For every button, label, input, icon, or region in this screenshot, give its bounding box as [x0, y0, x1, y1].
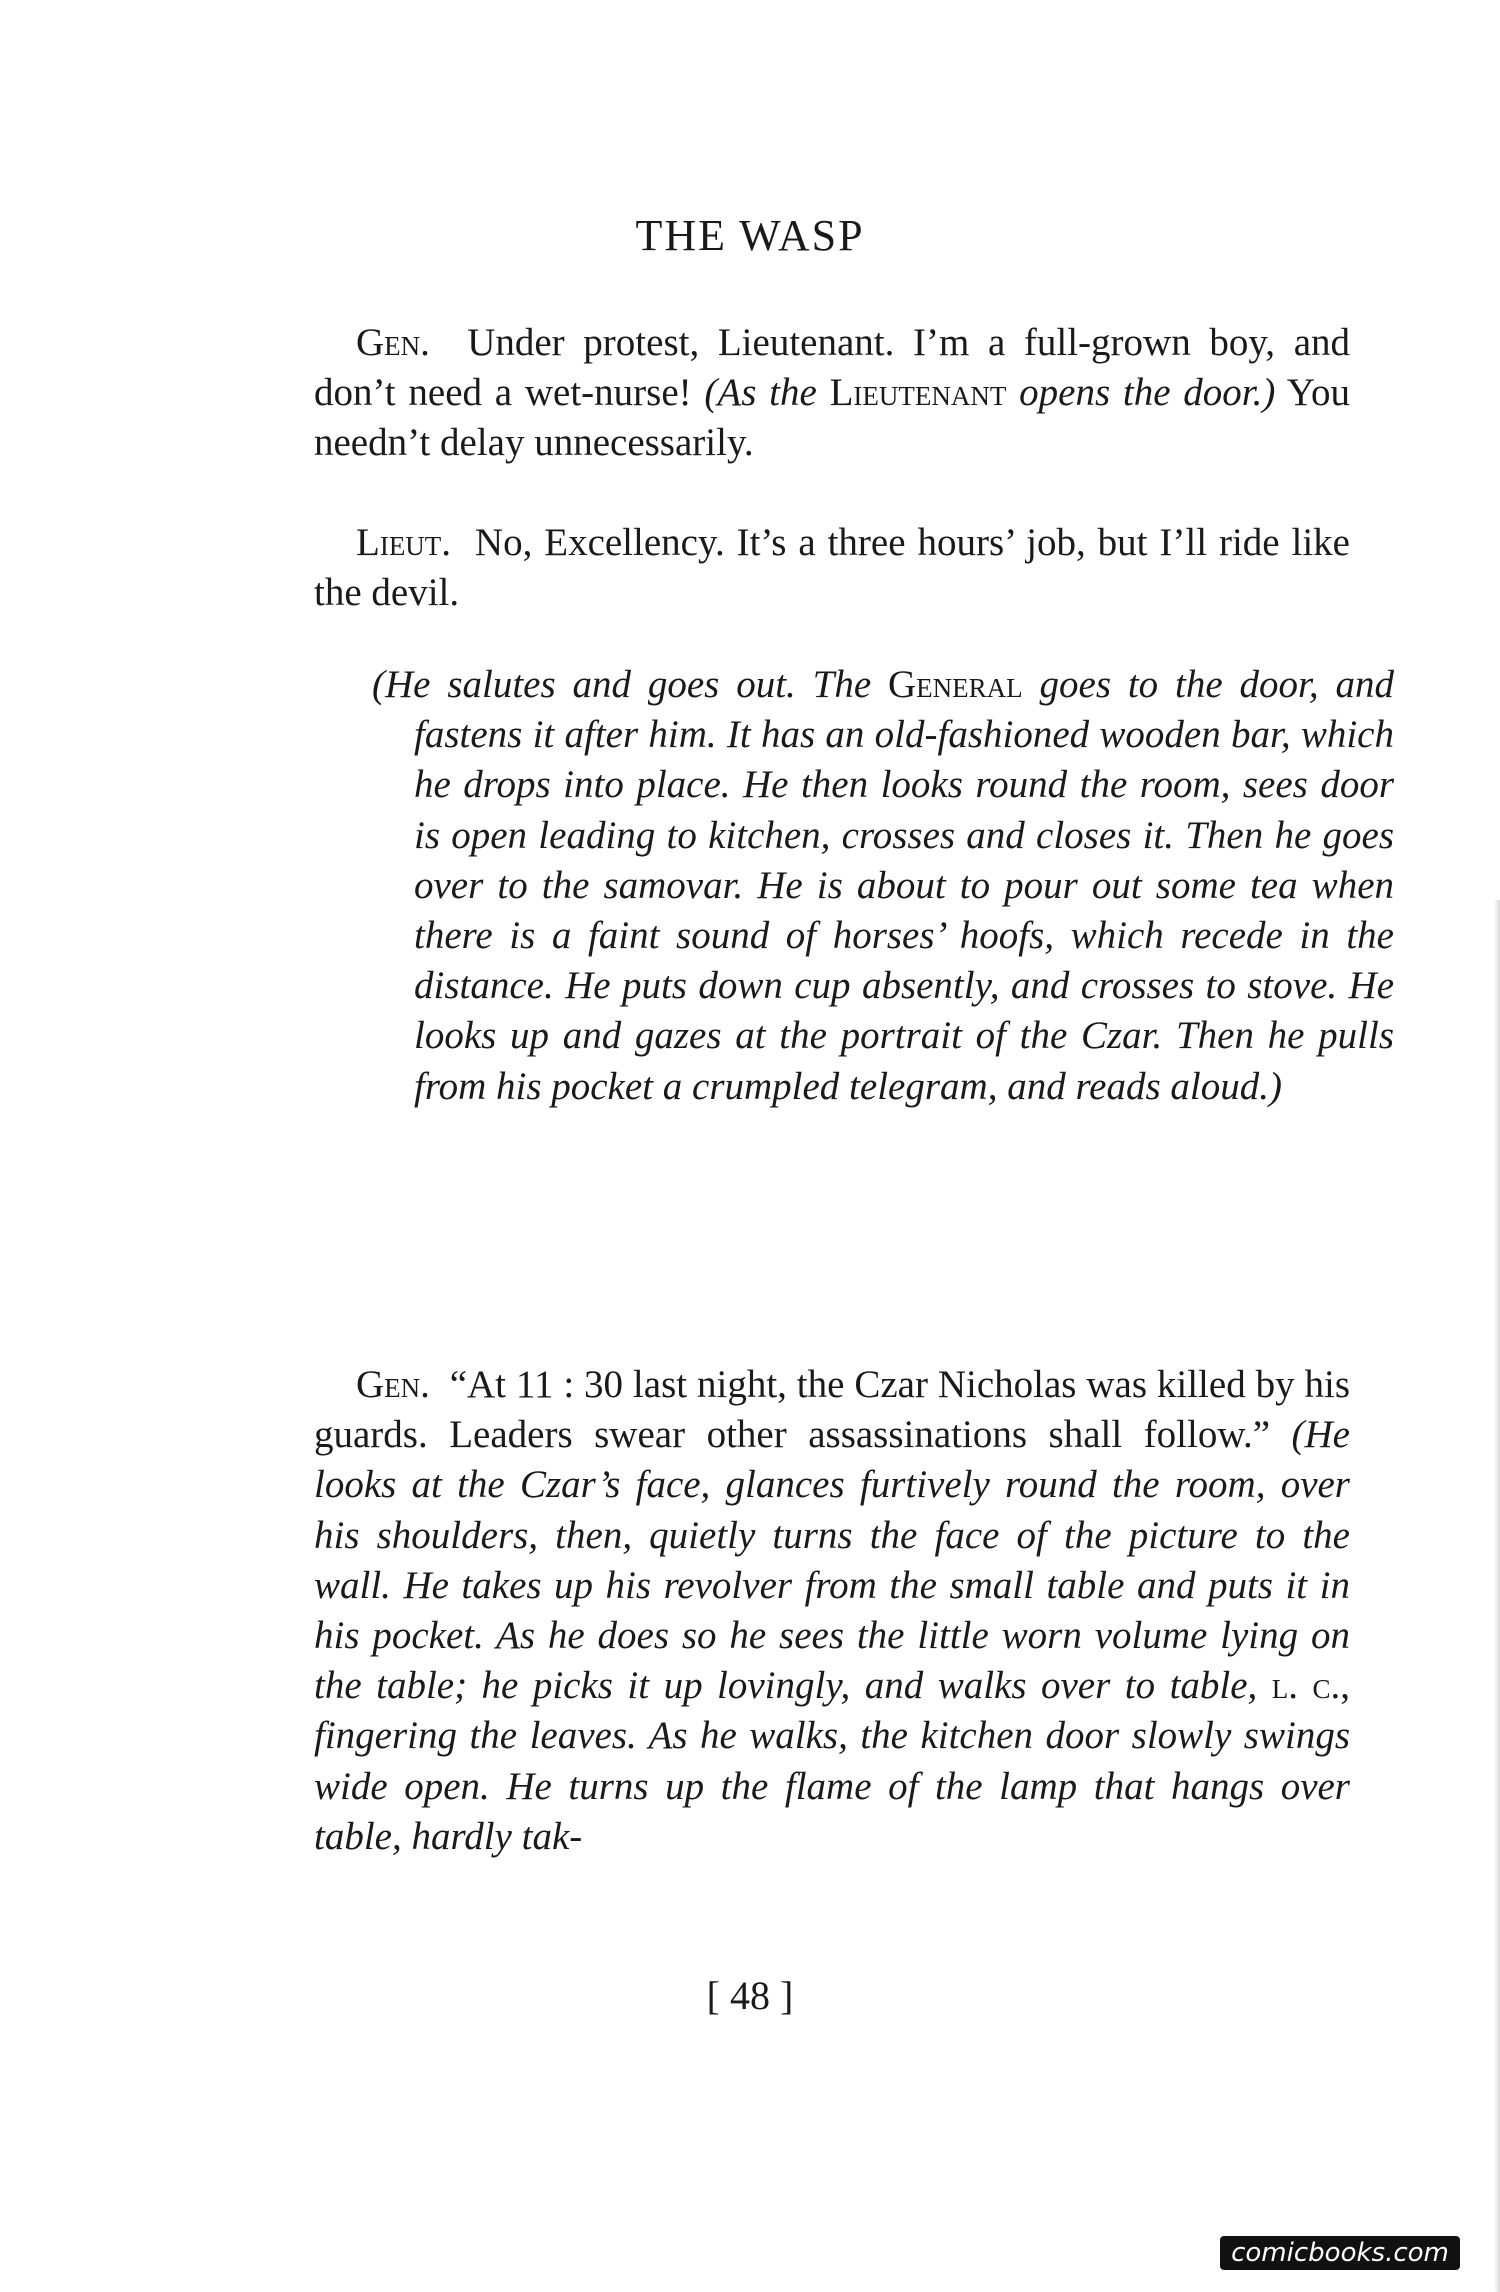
edge-shadow: [1494, 900, 1500, 2292]
speech-lieutenant: [314, 518, 1350, 618]
telegram-text: “At 11 : 30 last night, the Czar Nicholas was killed by his guards. Leaders swear other assassinations shall follow.”: [314, 1363, 1350, 1457]
speaker-label: Lieut.: [356, 521, 452, 564]
stage-direction: (As the: [704, 371, 830, 415]
dialogue-text: Under protest, Lieutenant. I’m a full-grown boy, and don’t need a wet-nurse!: [314, 321, 1351, 415]
page-title: THE WASP: [635, 211, 865, 260]
dialogue-text: No, Excellency. It’s a three hours’ job, but I’ll ride like the devil.: [314, 521, 1350, 615]
stage-direction: fingering the leaves. As he walks, the kitchen door slowly swings wide open. He turns up the flame of the lamp that hangs over table, hardly tak-: [314, 1714, 1350, 1858]
stage-direction-text: (He salutes and goes out. The: [372, 663, 888, 706]
speaker-label: Gen.: [356, 1363, 430, 1406]
stage-direction: (He looks at the Czar’s face, glances furtively round the room, over his shoulders, then, quietly turns the face of the picture to the wall. He takes up his revolver from the small table and puts it in his pocket. As he does so he sees the little worn volume lying on the table; he picks it up lovingly, and walks over to table,: [314, 1413, 1350, 1708]
page-number: [ 48 ]: [706, 1973, 794, 2018]
dialogue-text: You needn’t delay unnecessarily.: [314, 371, 1350, 465]
character-name: Lieutenant: [829, 371, 1007, 415]
stage-direction: opens the door.): [1006, 371, 1276, 415]
abbreviation: l. c.,: [1271, 1664, 1350, 1708]
speech-general-2: [314, 1360, 1350, 1862]
speaker-label: Gen.: [356, 321, 430, 364]
speech-general-1: [314, 318, 1350, 469]
character-name: General: [888, 663, 1023, 706]
stage-direction-block: [372, 660, 1394, 1112]
watermark: comicbooks.com: [1220, 2236, 1460, 2270]
stage-direction-text: goes to the door, and fastens it after him. It has an old-fashioned wooden bar, which he drops into place. He then looks round the room, sees door is open leading to kitchen, crosses and closes it. Then he goes over to the samovar. He is about to pour out some tea when there is a faint sound of horses’ hoofs, which recede in the distance. He puts down cup absently, and crosses to stove. He looks up and gazes at the portrait of the Czar. Then he pulls from his pocket a crumpled telegram, and reads aloud.): [414, 663, 1394, 1108]
